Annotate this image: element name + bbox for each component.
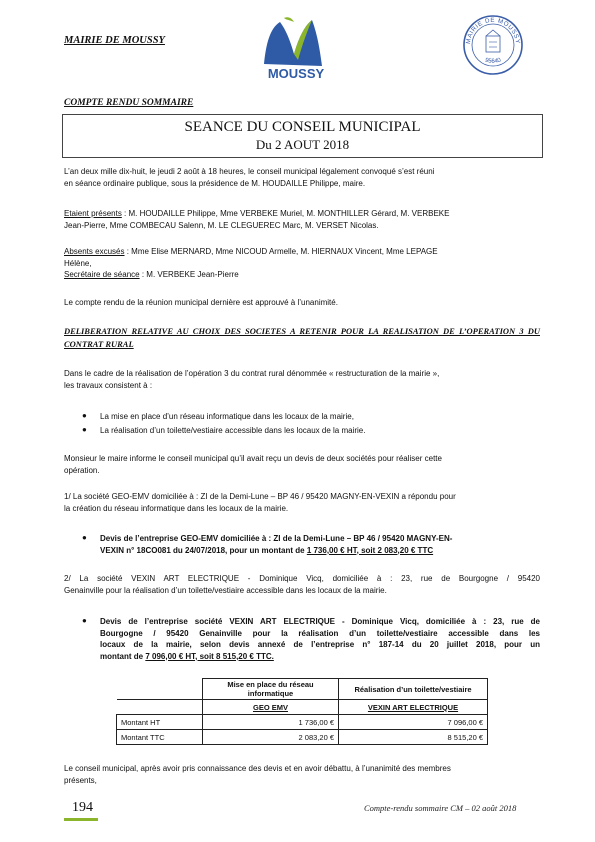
bullet-icon: ● [82,411,87,420]
mairie-seal [462,14,524,76]
devis2-line: Bourgogne / 95420 Genainville pour la réalisation d’un toilette/vestiaire accessible dans les [100,628,540,638]
mairie-heading: MAIRIE DE MOUSSY [64,35,165,46]
seal-bottom-text: 95640 [484,57,502,65]
deliberation-heading: DELIBERATION RELATIVE AU CHOIX DES SOCIETES A RETENIR POUR LA REALISATION DE L’OPERATION 3 DU CONTRAT RURAL [64,326,540,349]
societe2-line: Genainville pour la réalisation d’un toilette/vestiaire accessible dans les locaux de la mairie. [64,585,387,595]
presents-names: : M. HOUDAILLE Philippe, Mme VERBEKE Muriel, M. MONTHILLER Gérard, M. VERBEKE [121,209,450,218]
presents-names-cont: Jean-Pierre, Mme COMBECAU Salenn, M. LE CLEGUEREC Marc, M. VERSET Nicolas. [64,220,379,230]
svg-text:95640 [484,57,502,65]
societe1-line: la création du réseau informatique dans les locaux de la mairie. [64,503,289,513]
excuses-names-cont: Hélène, [64,258,92,268]
table-row-label: Montant HT [117,715,203,730]
intro-paragraph [64,166,540,189]
bullet-icon: ● [82,533,87,542]
table-row-label: Montant TTC [117,730,203,745]
table-header-row [117,679,488,700]
table-cell: 8 515,20 € [339,730,488,745]
bullet-icon: ● [82,425,87,434]
table-row [117,715,488,730]
intro-line: en séance ordinaire publique, sous la présidence de M. HOUDAILLE Philippe, maire. [64,178,366,188]
logo-text: MOUSSY [267,66,325,81]
societe2-line: 2/ La société VEXIN ART ELECTRIQUE - Dominique Vicq, domiciliée à : 23, rue de Bourgogne / 95420 [64,574,540,583]
session-date: Du 2 AOUT 2018 [255,137,350,152]
excuses-paragraph [64,246,540,281]
devis-intro-line: opération. [64,465,100,475]
page-number: 194 [72,800,93,815]
table-corner-cell [117,679,203,700]
travaux-item: La réalisation d’un toilette/vestiaire accessible dans les locaux de la mairie. [100,426,366,435]
table-cell: 1 736,00 € [203,715,339,730]
moussy-logo [246,14,346,86]
devis1-line: VEXIN n° 18CO081 du 24/07/2018, pour un montant de [100,545,307,555]
table-cell: 7 096,00 € [339,715,488,730]
seal-top-text: MAIRIE DE MOUSSY [464,16,522,45]
presents-label: Etaient présents [64,209,122,218]
devis1-line: Devis de l’entreprise GEO-EMV domiciliée à : ZI de la Demi-Lune – BP 46 / 95420 MAGNY-EN- [100,534,453,543]
page-number-bar [64,818,98,821]
footer-text: Compte-rendu sommaire CM – 02 août 2018 [364,803,517,813]
secretaire-label: Secrétaire de séance [64,270,140,279]
context-paragraph [64,368,540,391]
svg-text:MAIRIE DE MOUSSY [465,17,521,44]
devis2-line: locaux de la mairie, selon devis annexé de l’entreprise n° 187-14 du 20 juillet 2018, pour un [100,640,540,649]
table-corner-cell [117,700,203,715]
compte-rendu-label: COMPTE RENDU SOMMAIRE [64,98,194,108]
devis-intro-line: Monsieur le maire informe le conseil municipal qu’il avait reçu un devis de deux sociétés pour réaliser cette [64,454,442,463]
context-line: les travaux consistent à : [64,380,153,390]
devis-table [116,678,488,745]
table-header-row [117,700,488,715]
table-cell: 2 083,20 € [203,730,339,745]
conclusion-line: Le conseil municipal, après avoir pris connaissance des devis et en avoir débattu, à l’unanimité des membres [64,764,451,773]
intro-line: L’an deux mille dix-huit, le jeudi 2 août à 18 heures, le conseil municipal légalement convoqué s’est réuni [64,167,435,176]
approval-text: Le compte rendu de la réunion municipal dernière est approuvé à l’unanimité. [64,298,338,307]
excuses-label: Absents excusés [64,247,125,256]
table-header-cell: Réalisation d’un toilette/vestiaire [339,679,488,700]
table-header-cell: GEO EMV [203,700,339,715]
devis1-amount: 1 736,00 € HT, soit 2 083,20 € TTC [306,545,434,555]
context-line: Dans le cadre de la réalisation de l’opération 3 du contrat rural dénommée « restructuration de la mairie », [64,369,440,378]
secretaire-name: : M. VERBEKE Jean-Pierre [139,270,239,279]
bullet-icon: ● [82,616,87,625]
title-box [62,114,543,158]
travaux-item: La mise en place d’un réseau informatique dans les locaux de la mairie, [100,412,354,421]
devis2-paragraph [100,616,540,662]
devis1-paragraph [100,533,540,556]
excuses-names: : Mme Elise MERNARD, Mme NICOUD Armelle, M. HIERNAUX Vincent, Mme LEPAGE [124,247,438,256]
societe1-paragraph [64,491,540,514]
conclusion-paragraph [64,763,540,786]
table-header-cell: VEXIN ART ELECTRIQUE [339,700,488,715]
devis2-line: Devis de l’entreprise société VEXIN ART ELECTRIQUE - Dominique Vicq, domiciliée à : 23, rue de [100,617,540,626]
societe1-line: 1/ La société GEO-EMV domiciliée à : ZI de la Demi-Lune – BP 46 / 95420 MAGNY-EN-VEXIN a répondu pour [64,492,456,501]
table-row [117,730,488,745]
devis-intro-paragraph [64,453,540,476]
conclusion-line: présents, [64,775,97,785]
presents-paragraph [64,208,540,231]
societe2-paragraph [64,573,540,596]
session-title: SEANCE DU CONSEIL MUNICIPAL [184,119,421,135]
table-header-cell: Mise en place du réseau informatique [203,679,339,700]
devis2-amount: 7 096,00 € HT, soit 8 515,20 € TTC. [145,651,274,661]
devis2-line: montant de [100,651,146,661]
